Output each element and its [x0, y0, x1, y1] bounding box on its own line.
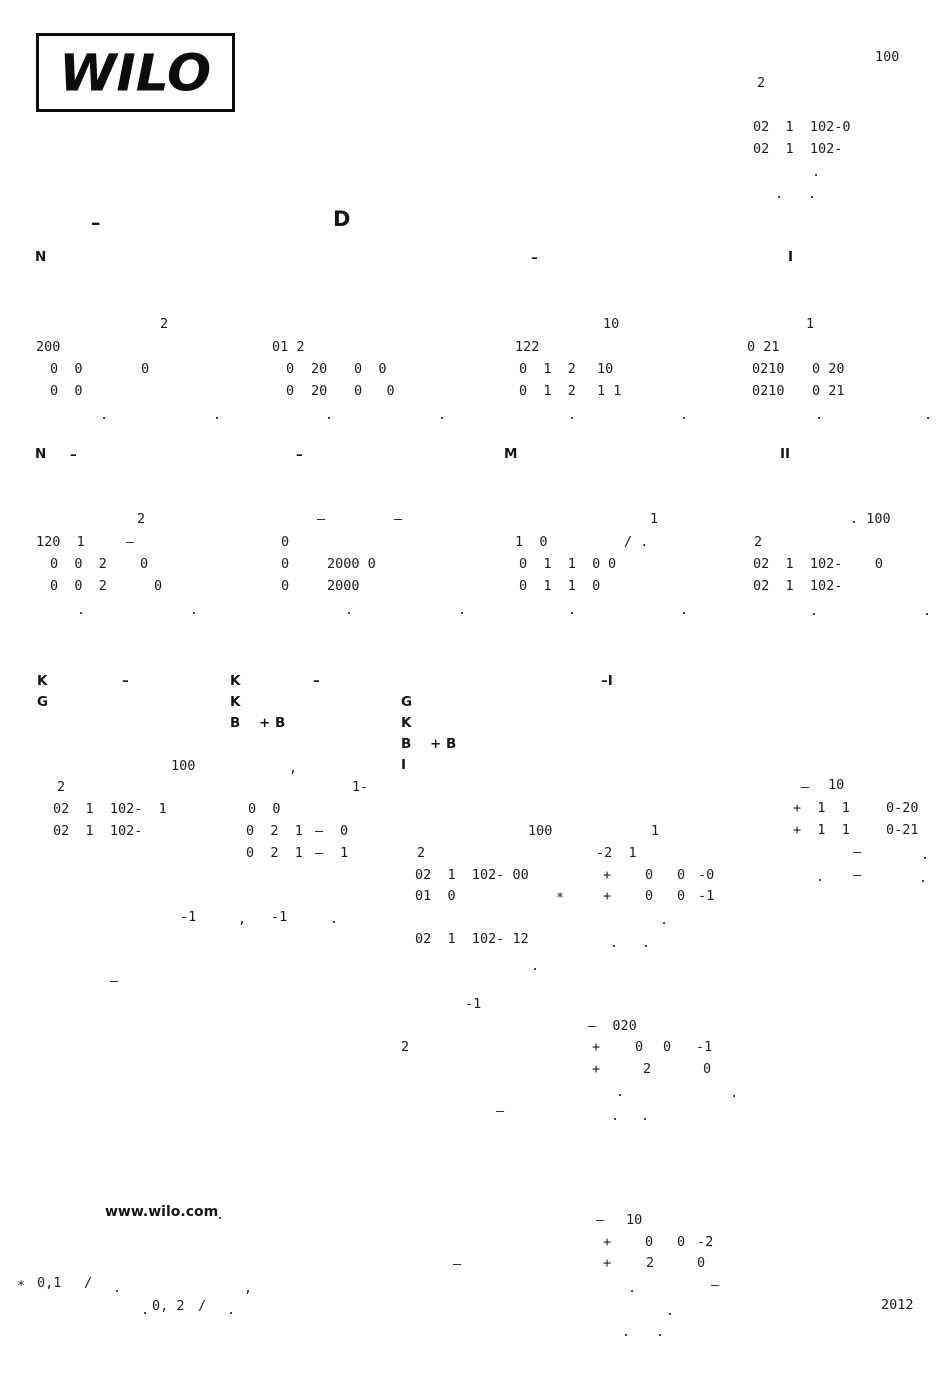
text-fragment: . [919, 870, 928, 886]
text-fragment: . [325, 407, 334, 423]
text-fragment: 2 [137, 511, 146, 527]
text-fragment: 1 0 [515, 534, 548, 550]
text-fragment: . [611, 1108, 620, 1124]
text-fragment: . [568, 602, 577, 618]
text-fragment: 2 [643, 1061, 652, 1077]
text-fragment: 0 [703, 1061, 712, 1077]
text-fragment: G [401, 694, 413, 710]
wilo-logo-text: WILO [59, 42, 212, 103]
text-fragment: . [610, 935, 619, 951]
part-number: 02 1 102- 0 [753, 556, 884, 572]
text-fragment: – [596, 1212, 605, 1228]
text-fragment: 2 [417, 845, 426, 861]
text-fragment: 10 [626, 1212, 643, 1228]
text-fragment: . [531, 958, 540, 974]
text-fragment: – [496, 1103, 505, 1119]
text-fragment: 1 [806, 316, 815, 332]
text-fragment: . [812, 164, 821, 180]
text-fragment: – [317, 511, 326, 527]
text-fragment: 0 1 1 0 [519, 556, 601, 572]
text-fragment: – [126, 534, 135, 550]
text-fragment: 200 [36, 339, 61, 355]
text-fragment: . [100, 407, 109, 423]
text-fragment: , [289, 760, 298, 776]
text-fragment: . [666, 1303, 675, 1319]
text-fragment: . [816, 869, 825, 885]
text-fragment: – [853, 867, 862, 883]
text-fragment: + [603, 888, 612, 904]
text-fragment: 0 [677, 1234, 686, 1250]
text-fragment: 0 [663, 1039, 672, 1055]
text-fragment: – [394, 511, 403, 527]
text-fragment: 0 0 [50, 361, 83, 377]
text-fragment: . [680, 602, 689, 618]
text-fragment: . [141, 1302, 150, 1318]
text-fragment: . [77, 602, 86, 618]
text-fragment: 2 [646, 1255, 655, 1271]
text-fragment: 120 1 [36, 534, 85, 550]
text-fragment: . [628, 1280, 637, 1296]
text-fragment: . [213, 407, 222, 423]
text-fragment: 0 [281, 578, 290, 594]
text-fragment: . [815, 407, 824, 423]
text-fragment: + [592, 1061, 601, 1077]
text-fragment: 0 [608, 556, 617, 572]
text-fragment: 0-21 [886, 822, 919, 838]
text-fragment: -1 [696, 1039, 713, 1055]
text-fragment: 0 1 2 [519, 361, 576, 377]
text-fragment: 0 [286, 383, 295, 399]
text-fragment: . [216, 1207, 225, 1223]
text-fragment: K [230, 694, 241, 710]
text-fragment: + [603, 1234, 612, 1250]
text-fragment: 0 [154, 578, 163, 594]
text-fragment: – [296, 447, 303, 463]
text-fragment: . [924, 407, 933, 423]
text-fragment: 0210 [752, 361, 785, 377]
text-fragment: + [603, 1255, 612, 1271]
text-fragment: – [801, 779, 810, 795]
text-fragment: 10 [597, 361, 614, 377]
text-fragment: 0 [286, 361, 295, 377]
text-fragment: . [923, 603, 932, 619]
text-fragment: 0 [340, 823, 349, 839]
text-fragment: – [122, 673, 129, 689]
text-fragment: 20 [311, 383, 328, 399]
text-fragment: K [401, 715, 412, 731]
text-fragment: 2 [757, 75, 766, 91]
text-fragment: * [556, 890, 565, 906]
text-fragment: 0 [140, 556, 149, 572]
text-fragment: 0 [141, 361, 150, 377]
part-number: 02 1 102-0 [753, 119, 851, 135]
text-fragment: 1 1 [597, 383, 622, 399]
text-fragment: 01 0 [415, 888, 456, 904]
text-fragment: – [453, 1256, 462, 1272]
text-fragment: -1 [180, 909, 197, 925]
text-fragment: . [642, 935, 651, 951]
text-fragment: –I [601, 673, 613, 689]
text-fragment: 1- [352, 779, 369, 795]
text-fragment: 2 [401, 1039, 410, 1055]
text-fragment: . [656, 1324, 665, 1340]
text-fragment: 2000 [327, 578, 360, 594]
wilo-website-link[interactable]: www.wilo.com [105, 1204, 219, 1220]
text-fragment: 0 21 [747, 339, 780, 355]
text-fragment: . [660, 912, 669, 928]
text-fragment: 0, 2 [152, 1298, 185, 1314]
text-fragment: -1 [271, 909, 288, 925]
part-number: 02 1 102- 00 [415, 867, 529, 883]
text-fragment: 100 [171, 758, 196, 774]
part-number: 02 1 102- [753, 141, 843, 157]
text-fragment: 0 [645, 867, 654, 883]
text-fragment: 0 [281, 556, 290, 572]
text-fragment: . [458, 602, 467, 618]
text-fragment: . [330, 911, 339, 927]
text-fragment: – [315, 823, 324, 839]
text-fragment: 122 [515, 339, 540, 355]
text-fragment: 10 [828, 777, 845, 793]
text-fragment: . [622, 1324, 631, 1340]
text-fragment: . [680, 407, 689, 423]
text-fragment: 0 0 [354, 361, 387, 377]
text-fragment: 1 [340, 845, 349, 861]
text-fragment: 0 1 2 [519, 383, 576, 399]
text-fragment: 0 [697, 1255, 706, 1271]
text-fragment: * [17, 1278, 26, 1294]
part-number: 02 1 102- [53, 823, 143, 839]
text-fragment: 0-20 [886, 800, 919, 816]
text-fragment: + B [430, 736, 457, 752]
text-fragment: 2 [754, 534, 763, 550]
text-fragment: 01 2 [272, 339, 305, 355]
text-fragment: / [84, 1275, 93, 1291]
text-fragment: . [641, 1108, 650, 1124]
text-fragment: 0 2 1 [246, 823, 303, 839]
text-fragment: B [230, 715, 241, 731]
text-fragment: – [313, 673, 320, 689]
text-fragment: 0 2 1 [246, 845, 303, 861]
part-number: 02 1 102- 1 [53, 801, 167, 817]
text-fragment: + 1 1 [793, 822, 850, 838]
text-fragment: . [730, 1085, 739, 1101]
title-letter-d: D [333, 207, 351, 231]
text-fragment: 1 [650, 511, 659, 527]
text-fragment: , [244, 1280, 253, 1296]
text-fragment: + [603, 867, 612, 883]
text-fragment: 0 20 [812, 361, 845, 377]
text-fragment: 0 0 2 [50, 556, 107, 572]
text-fragment: – [70, 447, 77, 463]
text-fragment: + [592, 1039, 601, 1055]
text-fragment: / . [624, 534, 649, 550]
text-fragment: 0 [677, 888, 686, 904]
text-fragment: 2 [57, 779, 66, 795]
text-fragment: – 020 [588, 1018, 637, 1034]
text-fragment: -2 1 [596, 845, 637, 861]
text-fragment: . [775, 186, 784, 202]
text-fragment: 0 0 2 [50, 578, 107, 594]
title-dash: – [91, 212, 101, 234]
text-fragment: 0 0 [50, 383, 83, 399]
text-fragment: I [788, 249, 794, 265]
text-fragment: , [238, 911, 247, 927]
text-fragment: 1 [651, 823, 660, 839]
text-fragment: . [808, 186, 817, 202]
text-fragment: 0 [281, 534, 290, 550]
text-fragment: 0 [645, 888, 654, 904]
text-fragment: B [401, 736, 412, 752]
wilo-logo [36, 33, 235, 112]
text-fragment: N [35, 446, 47, 462]
text-fragment: K [37, 673, 48, 689]
text-fragment: 2 [160, 316, 169, 332]
part-number: 02 1 102- [753, 578, 843, 594]
text-fragment: 20 [311, 361, 328, 377]
text-fragment: 10 [603, 316, 620, 332]
text-fragment: + 1 1 [793, 800, 850, 816]
text-fragment: – [531, 250, 538, 266]
part-number: 02 1 102- 12 [415, 931, 529, 947]
text-fragment: . [921, 847, 930, 863]
text-fragment: 0 [677, 867, 686, 883]
text-fragment: 100 [875, 49, 900, 65]
text-fragment: II [780, 446, 791, 462]
text-fragment: + B [259, 715, 286, 731]
text-fragment: . [227, 1302, 236, 1318]
text-fragment: – [711, 1277, 720, 1293]
text-fragment: . [438, 407, 447, 423]
text-fragment: G [37, 694, 49, 710]
text-fragment: . 100 [850, 511, 891, 527]
text-fragment: . [616, 1084, 625, 1100]
text-fragment: -2 [697, 1234, 714, 1250]
text-fragment: 0 1 1 0 [519, 578, 601, 594]
text-fragment: . [113, 1280, 122, 1296]
text-fragment: 0 [635, 1039, 644, 1055]
text-fragment: -1 [465, 996, 482, 1012]
document-year: 2012 [881, 1297, 914, 1313]
text-fragment: – [853, 844, 862, 860]
text-fragment: . [345, 602, 354, 618]
text-fragment: -0 [698, 867, 715, 883]
text-fragment: M [504, 446, 518, 462]
text-fragment: K [230, 673, 241, 689]
text-fragment: N [35, 249, 47, 265]
text-fragment: 0 [645, 1234, 654, 1250]
text-fragment: . [568, 407, 577, 423]
text-fragment: . [190, 602, 199, 618]
text-fragment: 0 0 [248, 801, 281, 817]
text-fragment: 0 0 [354, 383, 395, 399]
text-fragment: I [401, 757, 407, 773]
text-fragment: 0,1 [37, 1275, 62, 1291]
text-fragment: – [110, 973, 119, 989]
text-fragment: 2000 0 [327, 556, 376, 572]
text-fragment: 0 21 [812, 383, 845, 399]
text-fragment: / [198, 1298, 207, 1314]
text-fragment: -1 [698, 888, 715, 904]
text-fragment: 0210 [752, 383, 785, 399]
text-fragment: 100 [528, 823, 553, 839]
text-fragment: – [315, 845, 324, 861]
text-fragment: . [810, 603, 819, 619]
